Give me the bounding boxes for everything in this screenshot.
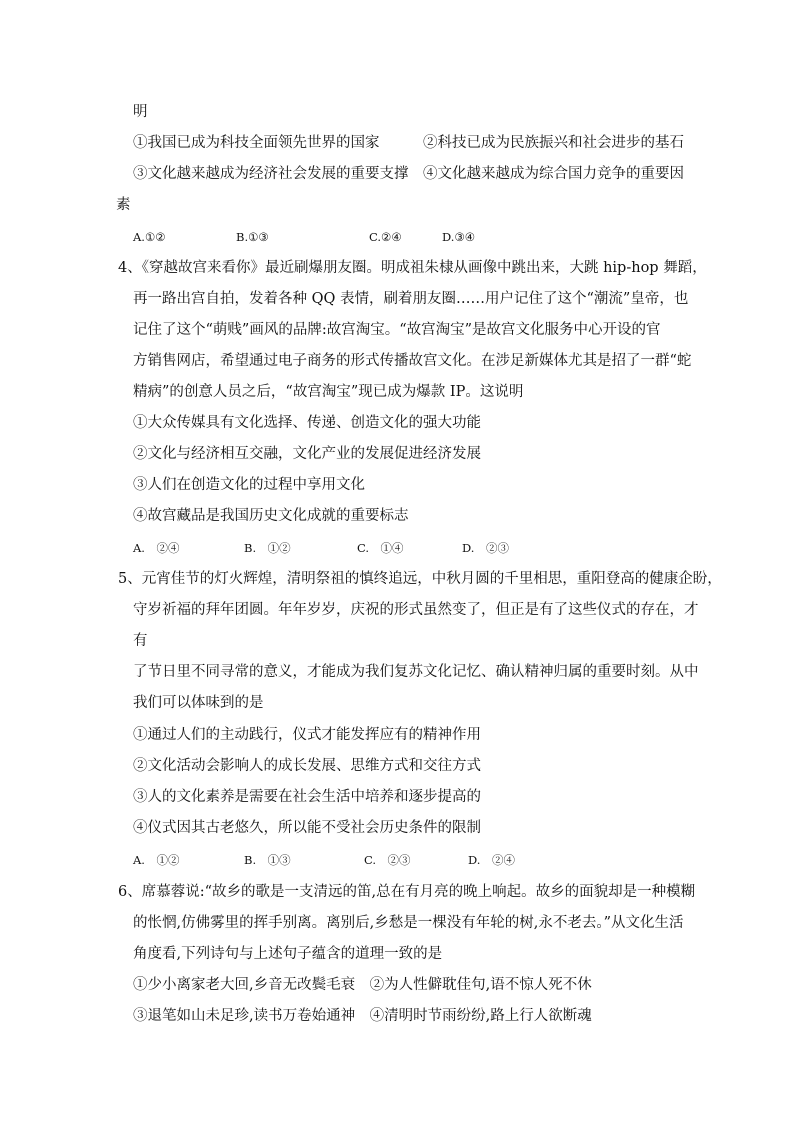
q5-stem-line-5: 我们可以体味到的是 bbox=[133, 695, 264, 711]
q5-option-b: B. ①③ bbox=[244, 853, 291, 867]
q4-option-b: B. ①② bbox=[244, 541, 291, 555]
q4-stem-line-3: 记住了这个“萌贱”画风的品牌:故宫淘宝。“故宫淘宝”是故宫文化服务中心开设的官 bbox=[133, 322, 661, 338]
q5-stem-line-2: 守岁祈福的拜年团圆。年年岁岁，庆祝的形式虽然变了，但正是有了这些仪式的存在，才 bbox=[133, 602, 699, 618]
q6-stem-line-3: 角度看,下列诗句与上述句子蕴含的道理一致的是 bbox=[133, 946, 443, 962]
q5-statement-2: ②文化活动会影响人的成长发展、思维方式和交往方式 bbox=[133, 758, 481, 774]
q4-stem-line-2: 再一路出宫自拍，发着各种 QQ 表情，刷着朋友圈……用户记住了这个“潮流”皇帝，也 bbox=[133, 291, 689, 307]
q6-statement-3-4: ③退笔如山未足珍,读书万卷始通神 ④清明时节雨纷纷,路上行人欲断魂 bbox=[133, 1008, 592, 1024]
q3-option-a: A.①② bbox=[133, 230, 166, 244]
q3-option-d: D.③④ bbox=[442, 230, 476, 244]
question-3-stem-tail: 明 bbox=[133, 104, 148, 120]
q5-stem-line-4: 了节日里不同寻常的意义，才能成为我们复苏文化记忆、确认精神归属的重要时刻。从中 bbox=[133, 664, 699, 680]
q5-option-d: D. ②④ bbox=[468, 853, 515, 867]
q3-option-b: B.①③ bbox=[236, 230, 269, 244]
q3-option-c: C.②④ bbox=[369, 230, 402, 244]
q5-statement-4: ④仪式因其古老悠久，所以能不受社会历史条件的限制 bbox=[133, 820, 481, 836]
q4-statement-4: ④故宫藏品是我国历史文化成就的重要标志 bbox=[133, 508, 409, 524]
question-6-stem: 6、席慕蓉说:“故乡的歌是一支清远的笛,总在有月亮的晚上响起。故乡的面貌却是一种模糊 bbox=[118, 884, 696, 900]
q5-statement-3: ③人的文化素养是需要在社会生活中培养和逐步提高的 bbox=[133, 789, 481, 805]
q3-statement-1-2: ①我国已成为科技全面领先世界的国家 ②科技已成为民族振兴和社会进步的基石 bbox=[133, 135, 684, 151]
q5-statement-1: ①通过人们的主动践行，仪式才能发挥应有的精神作用 bbox=[133, 727, 481, 743]
q6-stem-line-2: 的怅惘,仿佛雾里的挥手别离。离别后,乡愁是一棵没有年轮的树,永不老去。”从文化生活 bbox=[133, 915, 684, 931]
question-5-stem: 5、元宵佳节的灯火辉煌，清明祭祖的慎终追远，中秋月圆的千里相思，重阳登高的健康企盼， bbox=[118, 571, 722, 587]
q4-statement-3: ③人们在创造文化的过程中享用文化 bbox=[133, 477, 365, 493]
q4-option-c: C. ①④ bbox=[357, 541, 404, 555]
q4-option-d: D. ②③ bbox=[462, 541, 509, 555]
q4-statement-1: ①大众传媒具有文化选择、传递、创造文化的强大功能 bbox=[133, 415, 481, 431]
q6-statement-1-2: ①少小离家老大回,乡音无改鬓毛衰 ②为人性僻耽佳句,语不惊人死不休 bbox=[133, 977, 592, 993]
q5-option-c: C. ②③ bbox=[364, 853, 411, 867]
q5-option-a: A. ①② bbox=[133, 853, 180, 867]
q4-statement-2: ②文化与经济相互交融，文化产业的发展促进经济发展 bbox=[133, 446, 481, 462]
question-4-stem: 4、《穿越故宫来看你》最近刷爆朋友圈。明成祖朱棣从画像中跳出来，大跳 hip-hop 舞蹈， bbox=[118, 260, 707, 276]
q3-statement-4-tail: 素 bbox=[116, 197, 131, 213]
q3-statement-3-4: ③文化越来越成为经济社会发展的重要支撑 ④文化越来越成为综合国力竞争的重要因 bbox=[133, 166, 684, 182]
q5-stem-line-3: 有 bbox=[133, 633, 148, 649]
q4-stem-line-4: 方销售网店，希望通过电子商务的形式传播故宫文化。在涉足新媒体尤其是招了一群“蛇 bbox=[133, 353, 692, 369]
q4-stem-line-5: 精病”的创意人员之后，“故宫淘宝”现已成为爆款 IP。这说明 bbox=[133, 384, 524, 400]
q4-option-a: A. ②④ bbox=[133, 541, 180, 555]
